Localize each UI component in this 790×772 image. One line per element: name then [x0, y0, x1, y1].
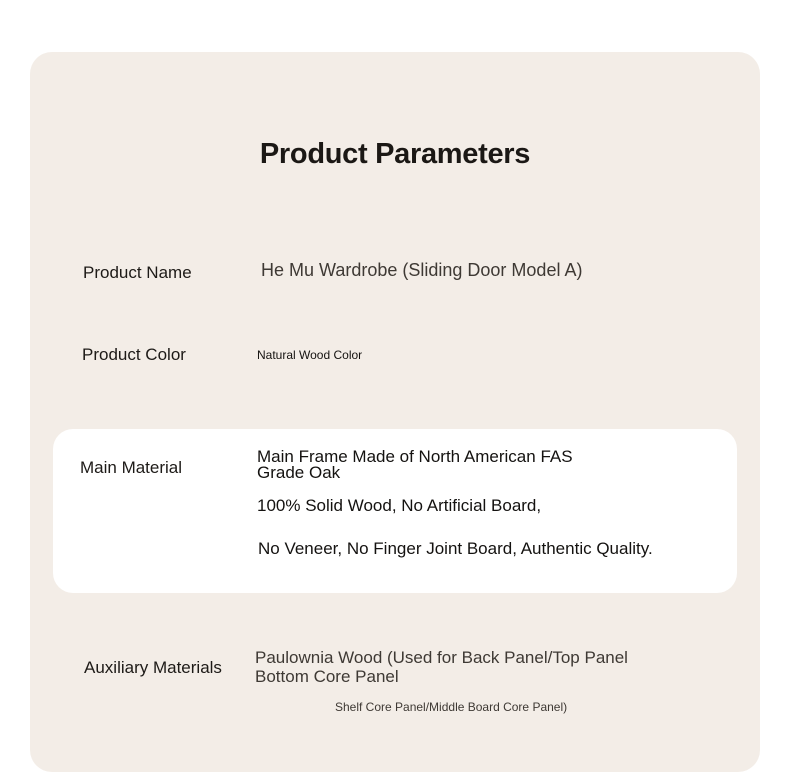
auxiliary-materials-line-3: Shelf Core Panel/Middle Board Core Panel)	[335, 700, 568, 714]
auxiliary-materials-line-1: Paulownia Wood (Used for Back Panel/Top Panel	[255, 648, 628, 667]
main-material-label: Main Material	[80, 458, 183, 477]
product-color-label: Product Color	[82, 345, 186, 364]
product-color-value: Natural Wood Color	[257, 348, 363, 362]
page-title: Product Parameters	[259, 138, 531, 170]
product-name-label: Product Name	[83, 263, 192, 282]
product-name-value: He Mu Wardrobe (Sliding Door Model A)	[261, 260, 583, 280]
main-material-line-4: No Veneer, No Finger Joint Board, Authentic Quality.	[258, 539, 653, 558]
main-material-line-2: Grade Oak	[257, 463, 341, 482]
main-material-line-3: 100% Solid Wood, No Artificial Board,	[257, 496, 542, 515]
auxiliary-materials-label: Auxiliary Materials	[84, 658, 222, 677]
auxiliary-materials-line-2: Bottom Core Panel	[255, 667, 399, 686]
main-material-line-1: Main Frame Made of North American FAS	[257, 447, 573, 466]
